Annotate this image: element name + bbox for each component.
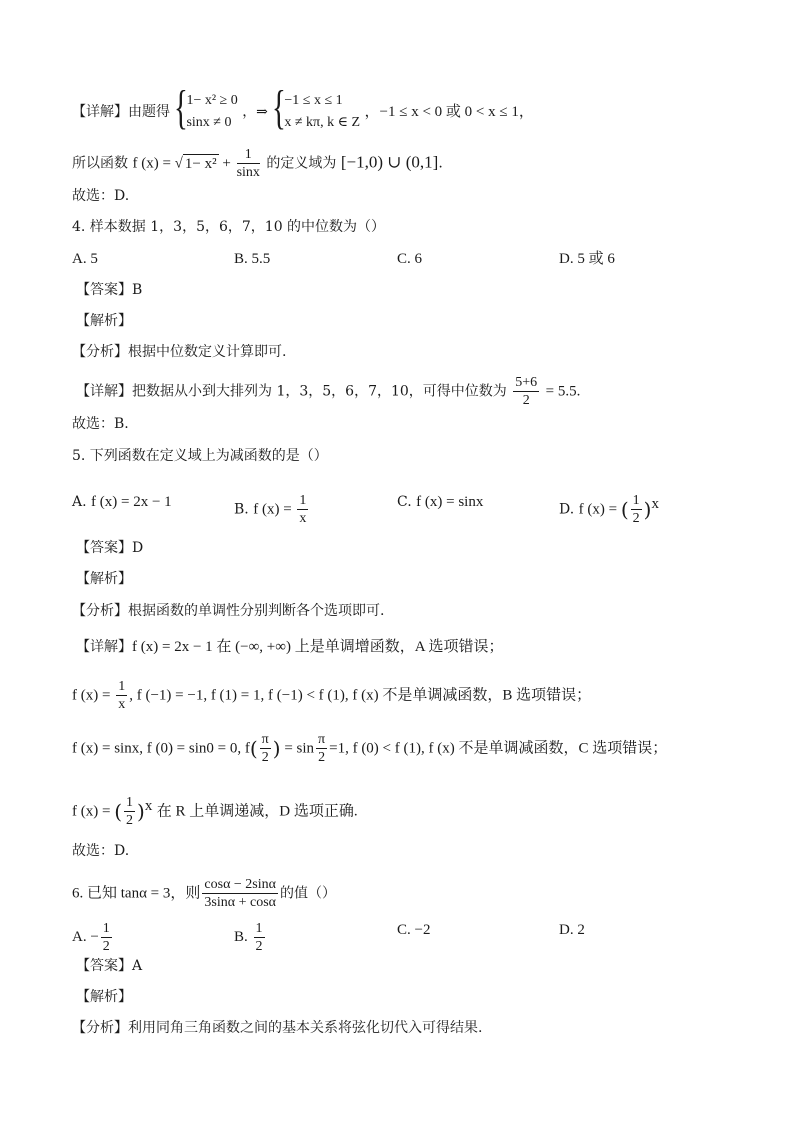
q6-option-b: B. $\frac{1}{2}$ [234,921,263,954]
q5-option-a: A. f (x) = 2x − 1 [72,494,172,510]
select-d-1: 故选：D. [72,188,130,204]
fraction: $\frac{1}{\sin x}$ [236,147,260,180]
q4-analysis: 【分析】根据中位数定义计算即可. [72,344,287,360]
system-2: { −1 ≤ x ≤ 1 x ≠ kπ, k ∈ Z [272,81,361,134]
q6-analysis: 【分析】利用同角三角函数之间的基本关系将弦化切代入可得结果. [72,1020,483,1036]
q4-option-d: D. 5 或 6 [559,251,615,267]
q5-option-c: C. f (x) = sinx [397,494,484,510]
system-2-row-2: x ≠ kπ, k ∈ Z [284,115,361,130]
sqrt-term: 1− x² [184,155,217,172]
q4-option-c: C. 6 [397,251,423,267]
question-5: 5. 下列函数在定义域上为减函数的是（） [72,448,328,464]
q5-analysis: 【分析】根据函数的单调性分别判断各个选项即可. [72,603,385,619]
q5-detail-2: f (x) = $\frac{1}{x}$ , f (−1) = −1, f (1) = 1, f (−1) < f (1), f (x) 不是单调减函数，B 选项错误； [72,679,592,712]
system-1-row-1: 1− x² ≥ 0 [186,93,238,108]
median-fraction: $\frac{5+6}{2}$ [515,375,538,408]
detail-label: 【详解】由题得 [72,104,170,120]
domain-line: 所以函数 f (x) = √ 1− x² + $\frac{1}{\sin x}$ 的定义域为 [−1,0) ∪ (0,1]. [72,147,443,180]
median-result: = 5.5. [545,383,581,400]
domain-mid: 的定义域为 [266,155,337,172]
q6-option-c: C. −2 [397,922,431,938]
implies: ，⇒ [242,104,268,120]
q4-detail-text: 【详解】把数据从小到大排列为 1，3，5，6，7，10，可得中位数为 [76,383,507,400]
q5-option-b: B. f (x) = $\frac{1}{x}$ [234,493,307,526]
plus: + [218,155,235,172]
detail-line-1 [72,81,534,134]
system-1-row-2: sinx ≠ 0 [186,115,232,130]
q5-detail-1: 【详解】f (x) = 2x − 1 在 (−∞, +∞) 上是单调增函数，A 选项错误； [76,639,504,655]
q5-detail-4: f (x) = ( $\frac{1}{2}$ )$^x$ 在 R 上单调递减，D 选项正确. [72,795,358,828]
q4-option-b: B. 5.5 [234,251,271,267]
function-name: f (x) = [132,155,175,172]
system-1: { 1− x² ≥ 0 sinx ≠ 0 [174,81,238,134]
domain-prefix: 所以函数 [72,155,128,172]
domain-set: [−1,0) ∪ (0,1] [340,152,439,172]
q5-detail-3: f (x) = sinx, f (0) = sin0 = 0, f( $\frac{\pi}{2}$ ) = sin $\frac{\pi}{2}$ =1, f (0) < f (1), f (x) 不是单调减函数，C 选项错误； [72,732,668,765]
q5-option-d: D. f (x) = ( $\frac{1}{2}$ )$^x$ [559,493,659,526]
q5-analysis-label: 【解析】 [76,571,132,587]
q4-option-a: A. 5 [72,251,98,267]
system-2-row-1: −1 ≤ x ≤ 1 [284,93,343,108]
q5-answer: 【答案】D [76,540,144,556]
q6-option-a: A. − $\frac{1}{2}$ [72,921,110,954]
q4-analysis-label: 【解析】 [76,313,132,329]
q6-analysis-label: 【解析】 [76,989,132,1005]
q4-select: 故选：B. [72,416,129,432]
q5-select: 故选：D. [72,843,130,859]
interval-result: ，−1 ≤ x < 0 或 0 < x ≤ 1， [364,104,534,120]
question-4: 4. 样本数据 1，3，5，6，7，10 的中位数为（） [72,219,386,235]
question-6: 6. 已知 tanα = 3，则 $\frac{\cos\alpha - 2\sin\alpha}{3\sin\alpha + \cos\alpha}$ 的值（） [72,877,336,910]
q6-answer: 【答案】A [76,958,143,974]
q4-answer: 【答案】B [76,282,143,298]
q4-detail [76,374,580,409]
q6-option-d: D. 2 [559,922,585,938]
